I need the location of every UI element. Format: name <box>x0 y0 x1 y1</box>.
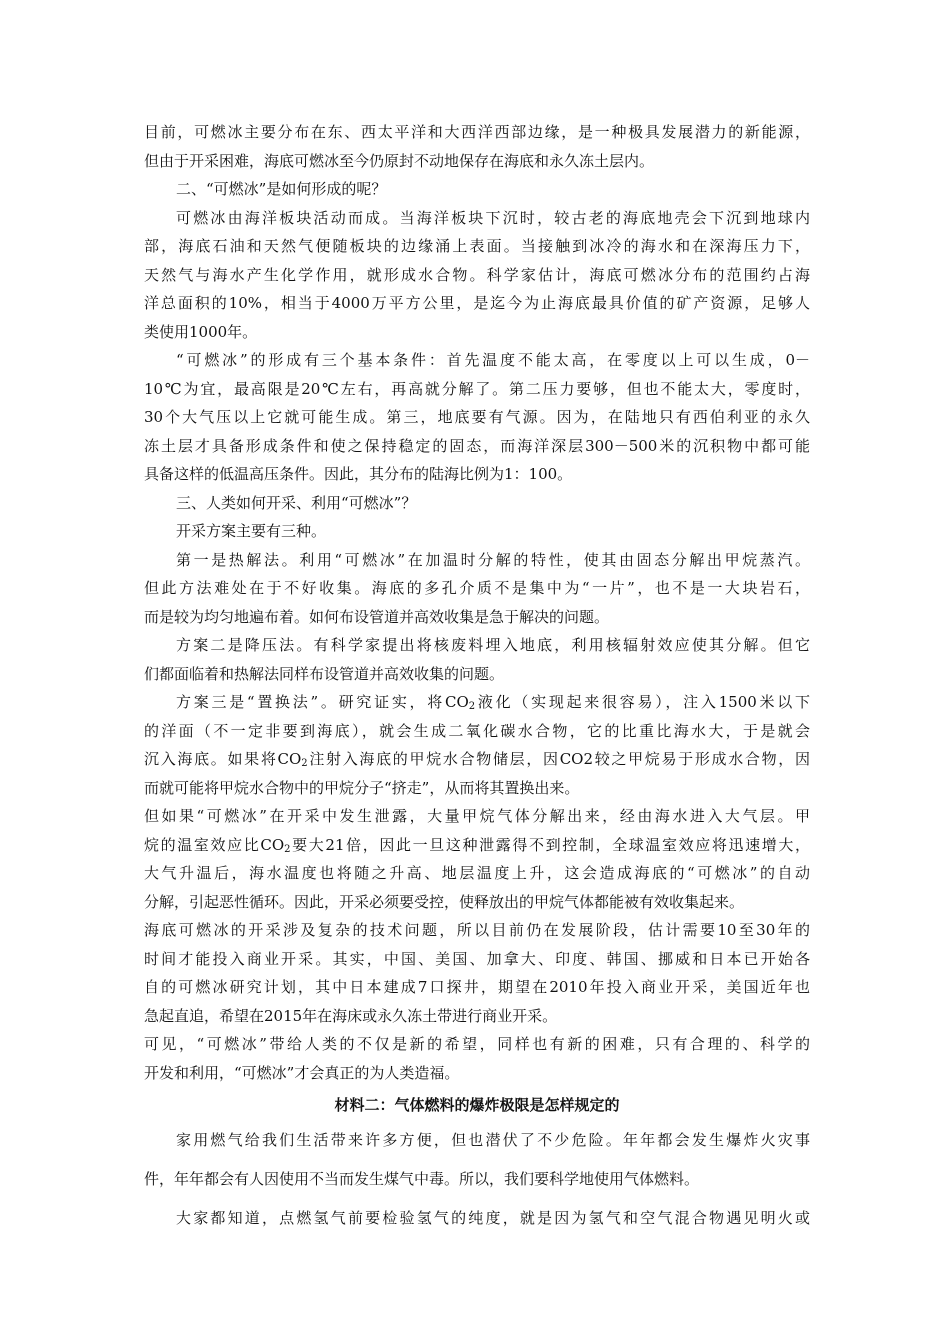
text-span: 方案三是“置换法”。研究证实，将CO <box>176 693 469 711</box>
text-line: 目前，可燃冰主要分布在东、西太平洋和大西洋西部边缘，是一种极具发展潜力的新能源， <box>144 123 810 141</box>
paragraph-methods-intro: 开采方案主要有三种。 <box>176 522 327 540</box>
text-line: 但此方法难处在于不好收集。海底的多孔介质不是集中为“一片”，也不是一大块岩石， <box>144 579 810 597</box>
text-line: “可燃冰”的形成有三个基本条件：首先温度不能太高，在零度以上可以生成，0－ <box>176 351 810 369</box>
text-line: 但如果“可燃冰”在开采中发生泄露，大量甲烷气体分解出来，经由海水进入大气层。甲 <box>144 807 810 825</box>
text-line: 方案二是降压法。有科学家提出将核废料埋入地底，利用核辐射效应使其分解。但它 <box>176 636 810 654</box>
text-line: 但由于开采困难，海底可燃冰至今仍原封不动地保存在海底和永久冻土层内。 <box>144 151 655 170</box>
document-page <box>144 118 810 1238</box>
subscript: 2 <box>301 758 308 769</box>
text-line: 第一是热解法。利用“可燃冰”在加温时分解的特性，使其由固态分解出甲烷蒸汽。 <box>176 550 810 569</box>
paragraph-depressurize <box>144 631 810 688</box>
text-span: 液化（实现起来很容易），注入1500米以下 <box>475 693 810 711</box>
paragraph-outlook <box>144 916 810 1030</box>
text-line: 具备这样的低温高压条件。因此，其分布的陆海比例为1：100。 <box>144 465 573 483</box>
paragraph-formation <box>144 204 810 347</box>
subscript: 2 <box>284 843 291 855</box>
text-line: 大家都知道，点燃氢气前要检验氢气的纯度，就是因为氢气和空气混合物遇见明火或 <box>176 1209 810 1227</box>
paragraph-distribution <box>144 118 810 175</box>
text-span: 沉入海底。如果将CO <box>144 750 302 768</box>
text-line: 件，年年都会有人因使用不当而发生煤气中毒。所以，我们要科学地使用气体燃料。 <box>144 1170 700 1188</box>
text-line: 海底可燃冰的开采涉及复杂的技术问题，所以目前仍在发展阶段，估计需要10至30年的 <box>144 921 810 939</box>
text-line: 们都面临着和热解法同样布设管道并高效收集的问题。 <box>144 664 505 683</box>
paragraph-conclusion <box>144 1030 810 1087</box>
paragraph-conditions <box>144 346 810 489</box>
text-line: 而就可能将甲烷水合物中的甲烷分子“挤走”，从而将其置换出来。 <box>144 778 580 797</box>
text-span: 要大21倍，因此一旦这种泄露得不到控制，全球温室效应将迅速增大， <box>290 835 810 854</box>
text-line: 分解，引起恶性循环。因此，开采必须要受控，使释放出的甲烷气体都能被有效收集起来。 <box>144 892 745 911</box>
text-line <box>144 831 810 860</box>
text-line: 急起直追，希望在2015年在海床或永久冻土带进行商业开采。 <box>144 1006 558 1025</box>
section-heading-mining: 三、人类如何开采、利用“可燃冰”？ <box>176 493 417 512</box>
text-line: 大气升温后，海水温度也将随之升高、地层温度上升，这会造成海底的“可燃冰”的自动 <box>144 864 810 882</box>
text-line: 开发和利用，“可燃冰”才会真正的为人类造福。 <box>144 1063 460 1082</box>
paragraph-replacement <box>144 688 810 802</box>
text-span: 烷的温室效应比CO <box>144 835 285 854</box>
text-line: 时间才能投入商业开采。其实，中国、美国、加拿大、印度、韩国、挪威和日本已开始各 <box>144 949 810 968</box>
paragraph-hydrogen <box>144 1199 810 1238</box>
text-line: 类使用1000年。 <box>144 322 258 341</box>
subscript: 2 <box>468 701 476 712</box>
text-line: 洋总面积的10%，相当于4000万平方公里，是迄今为止海底最具价值的矿产资源，足够人 <box>144 294 810 312</box>
text-line: 10℃为宜，最高限是20℃左右，再高就分解了。第二压力要够，但也不能太大，零度时， <box>144 379 810 398</box>
text-line: 而是较为均匀地遍布着。如何布设管道并高效收集是急于解决的问题。 <box>144 607 610 626</box>
section-title-material-two: 材料二：气体燃料的爆炸极限是怎样规定的 <box>334 1096 620 1114</box>
text-line: 冻土层才具备形成条件和使之保持稳定的固态，而海洋深层300－500米的沉积物中都可能 <box>144 436 810 455</box>
text-span: 注射入海底的甲烷水合物储层，因CO2较之甲烷易于形成水合物，因 <box>307 750 810 768</box>
paragraph-thermal <box>144 546 810 632</box>
text-line: 自的可燃冰研究计划，其中日本建成7口探井，期望在2010年投入商业开采，美国近年也 <box>144 978 810 996</box>
section-heading-formation: 二、“可燃冰”是如何形成的呢？ <box>176 180 387 198</box>
paragraph-leak-risk <box>144 802 810 916</box>
paragraph-gas-safety <box>144 1121 810 1199</box>
text-line: 可见，“可燃冰”带给人类的不仅是新的希望，同样也有新的困难，只有合理的、科学的 <box>144 1035 810 1053</box>
text-line <box>144 745 810 774</box>
text-line: 的洋面（不一定非要到海底），就会生成二氧化碳水合物，它的比重比海水大，于是就会 <box>144 721 810 740</box>
text-line: 家用燃气给我们生活带来许多方便，但也潜伏了不少危险。年年都会发生爆炸火灾事 <box>176 1131 810 1149</box>
text-line: 部，海底石油和天然气便随板块的边缘涌上表面。当接触到冰冷的海水和在深海压力下， <box>144 237 810 255</box>
text-line <box>144 688 810 717</box>
text-line: 30个大气压以上它就可能生成。第三，地底要有气源。因为，在陆地只有西伯利亚的永久 <box>144 408 810 426</box>
text-line: 天然气与海水产生化学作用，就形成水合物。科学家估计，海底可燃冰分布的范围约占海 <box>144 265 810 284</box>
text-line: 可燃冰由海洋板块活动而成。当海洋板块下沉时，较古老的海底地壳会下沉到地球内 <box>176 208 810 227</box>
